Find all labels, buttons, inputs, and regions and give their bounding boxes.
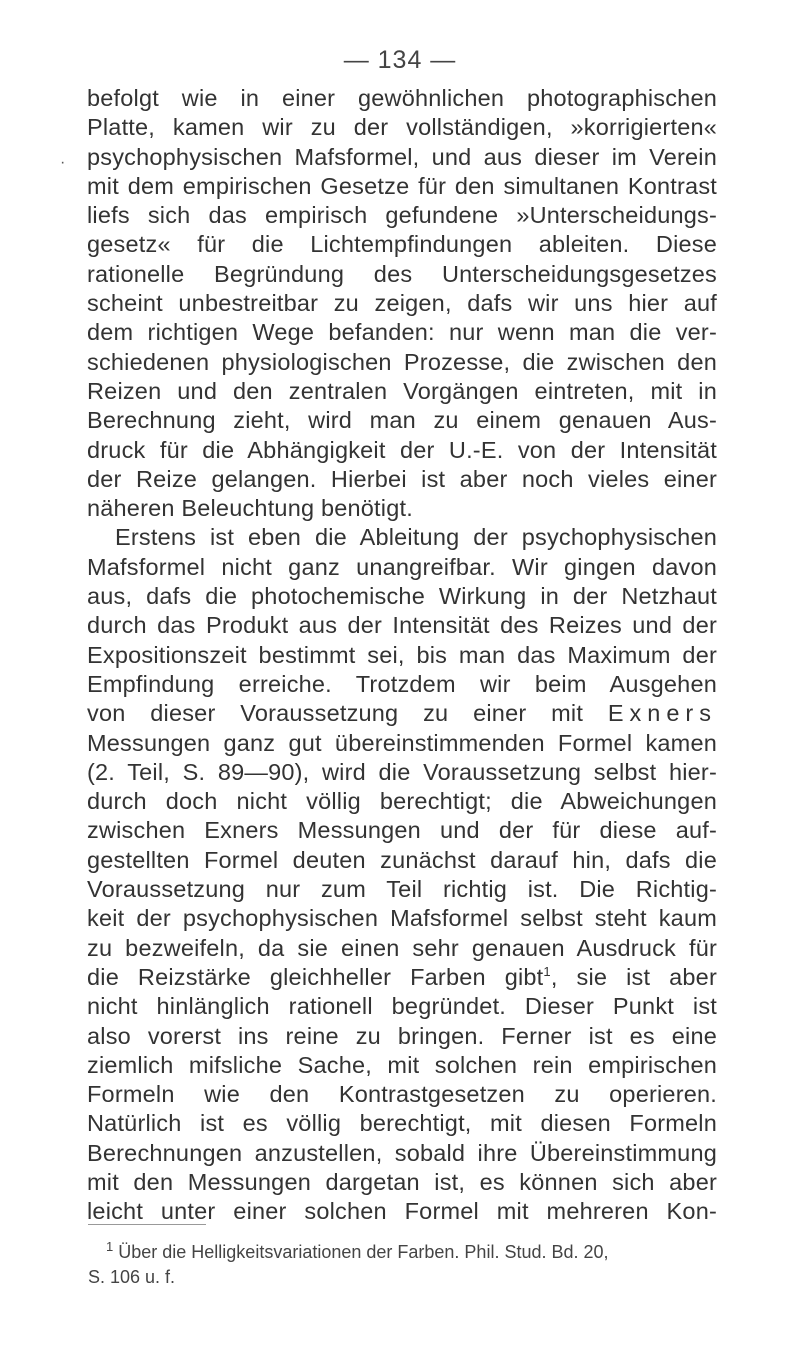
text-fragment: , sie ist aber	[550, 963, 717, 990]
footnote-text: Über die Helligkeitsvariationen der Farben. Phil. Stud. Bd. 20,	[118, 1242, 609, 1262]
paragraph-start-line: Erstens ist eben die Ableitung der psychophysischen	[115, 524, 717, 551]
body-text	[87, 84, 717, 1227]
text-line: psychophysischen Mafsformel, und aus dieser im Verein	[87, 143, 717, 170]
text-line: ziemlich mifsliche Sache, mit solchen rein empirischen	[87, 1051, 717, 1078]
text-line: gestellten Formel deuten zunächst darauf hin, dafs die	[87, 846, 717, 873]
text-line: scheint unbestreitbar zu zeigen, dafs wir uns hier auf	[87, 290, 717, 317]
text-line: dem richtigen Wege befanden: nur wenn man die ver-	[87, 319, 717, 346]
spaced-name: Exners	[607, 700, 717, 727]
text-line: zu bezweifeln, da sie einen sehr genauen Ausdruck für	[87, 934, 717, 961]
text-line: aus, dafs die photochemische Wirkung in der Netzhaut	[87, 583, 717, 610]
text-line: Formeln wie den Kontrastgesetzen zu operieren.	[87, 1081, 717, 1108]
text-line: rationelle Begründung des Unterscheidungsgesetzes	[87, 260, 717, 287]
text-line: Berechnung zieht, wird man zu einem genauen Aus-	[87, 407, 717, 434]
text-line: durch das Produkt aus der Intensität des Reizes und der	[87, 612, 717, 639]
footnote	[88, 1240, 718, 1290]
text-line: Natürlich ist es völlig berechtigt, mit diesen Formeln	[87, 1110, 717, 1137]
text-line: gesetz« für die Lichtempfindungen ableiten. Diese	[87, 231, 717, 258]
text-line: Expositionszeit bestimmt sei, bis man das Maximum der	[87, 641, 717, 668]
text-line: (2. Teil, S. 89—90), wird die Voraussetzung selbst hier-	[87, 758, 717, 785]
text-line: druck für die Abhängigkeit der U.-E. von der Intensität	[87, 436, 717, 463]
text-line-with-spaced-name	[87, 699, 717, 728]
text-line: der Reize gelangen. Hierbei ist aber noch vieles einer	[87, 465, 717, 492]
text-line: Berechnungen anzustellen, sobald ihre Übereinstimmung	[87, 1139, 717, 1166]
footnote-reference[interactable]: 1	[543, 964, 551, 980]
footnote-line: S. 106 u. f.	[88, 1267, 176, 1287]
text-line: näheren Beleuchtung benötigt.	[87, 495, 413, 522]
text-line: keit der psychophysischen Mafsformel selbst steht kaum	[87, 905, 717, 932]
text-line: Voraussetzung nur zum Teil richtig ist. Die Richtig-	[87, 876, 717, 903]
footnote-marker: 1	[106, 1239, 114, 1254]
footnote-line	[88, 1240, 718, 1265]
text-line: mit dem empirischen Gesetze für den simultanen Kontrast	[87, 172, 717, 199]
text-line: schiedenen physiologischen Prozesse, die zwischen den	[87, 348, 717, 375]
text-line: also vorerst ins reine zu bringen. Ferner ist es eine	[87, 1022, 717, 1049]
text-line-with-footnote-ref	[87, 963, 717, 992]
text-line: nicht hinlänglich rationell begründet. Dieser Punkt ist	[87, 993, 717, 1020]
text-fragment: die Reizstärke gleichheller Farben gibt	[87, 963, 544, 990]
text-fragment: von dieser Voraussetzung zu einer mit	[87, 700, 584, 727]
text-line: Empfindung erreiche. Trotzdem wir beim Ausgehen	[87, 670, 717, 697]
text-line: zwischen Exners Messungen und der für diese auf-	[87, 817, 717, 844]
text-line: Mafsformel nicht ganz unangreifbar. Wir gingen davon	[87, 553, 717, 580]
page-number: — 134 —	[343, 46, 457, 74]
text-line: liefs sich das empirisch gefundene »Unterscheidungs-	[87, 202, 717, 229]
text-line: leicht unter einer solchen Formel mit mehreren Kon-	[87, 1198, 717, 1225]
text-line: mit den Messungen dargetan ist, es können sich aber	[87, 1168, 717, 1195]
text-line: befolgt wie in einer gewöhnlichen photographischen	[87, 85, 717, 111]
margin-mark: ·	[60, 154, 66, 171]
footnote-rule	[88, 1224, 206, 1225]
text-line: Platte, kamen wir zu der vollständigen, »korrigierten«	[87, 114, 717, 141]
text-line: Messungen ganz gut übereinstimmenden Formel kamen	[87, 729, 717, 756]
text-line: durch doch nicht völlig berechtigt; die Abweichungen	[87, 788, 717, 815]
text-line: Reizen und den zentralen Vorgängen eintreten, mit in	[87, 377, 717, 404]
